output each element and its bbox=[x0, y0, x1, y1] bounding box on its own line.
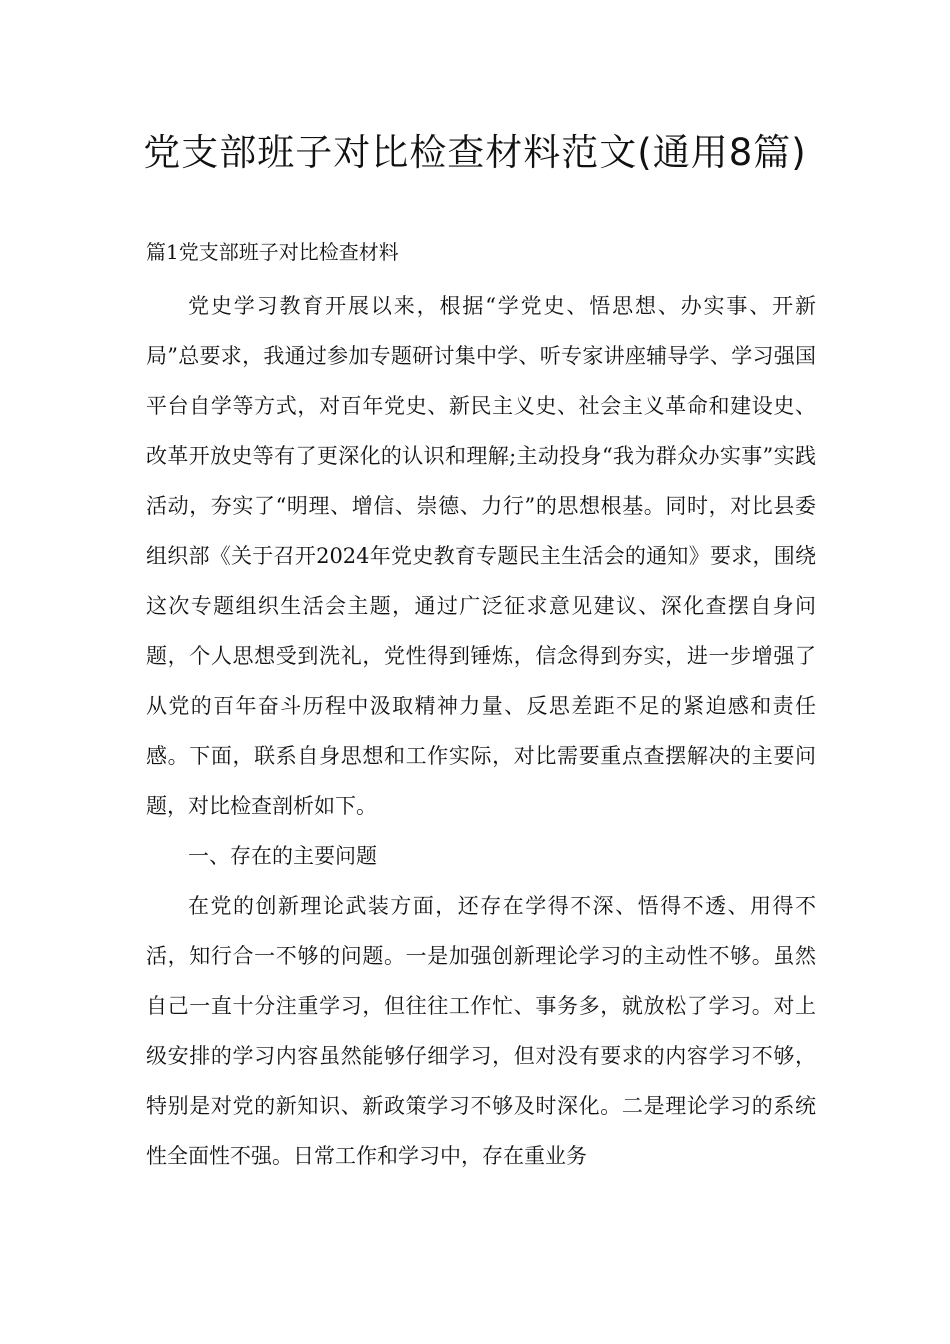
document-title: 党支部班子对比检查材料范文(通用8篇) bbox=[143, 131, 807, 174]
document-body bbox=[146, 281, 816, 1181]
problems-paragraph: 在党的创新理论武装方面，还存在学得不深、悟得不透、用得不活，知行合一不够的问题。一是加强创新理论学习的主动性不够。虽然自己一直十分注重学习，但往往工作忙、事务多，就放松了学习。对上级安排的学习内容虽然能够仔细学习，但对没有要求的内容学习不够，特别是对党的新知识、新政策学习不够及时深化。二是理论学习的系统性全面性不强。日常工作和学习中，存在重业务 bbox=[146, 894, 816, 1168]
intro-paragraph: 党史学习教育开展以来，根据“学党史、悟思想、办实事、开新局”总要求，我通过参加专题研讨集中学、听专家讲座辅导学、学习强国平台自学等方式，对百年党史、新民主义史、社会主义革命和建设史、改革开放史等有了更深化的认识和理解;主动投身“我为群众办实事”实践活动，夯实了“明理、增信、崇德、力行”的思想根基。同时，对比县委组织部《关于召开2024年党史教育专题民主生活会的通知》要求，围绕这次专题组织生活会主题，通过广泛征求意见建议、深化查摆自身问题，个人思想受到洗礼，党性得到锤炼，信念得到夯实，进一步增强了从党的百年奋斗历程中汲取精神力量、反思差距不足的紧迫感和责任感。下面，联系自身思想和工作实际，对比需要重点查摆解决的主要问题，对比检查剖析如下。 bbox=[146, 294, 816, 818]
section-label: 篇1党支部班子对比检查材料 bbox=[146, 240, 399, 264]
section-heading: 一、存在的主要问题 bbox=[188, 844, 377, 868]
